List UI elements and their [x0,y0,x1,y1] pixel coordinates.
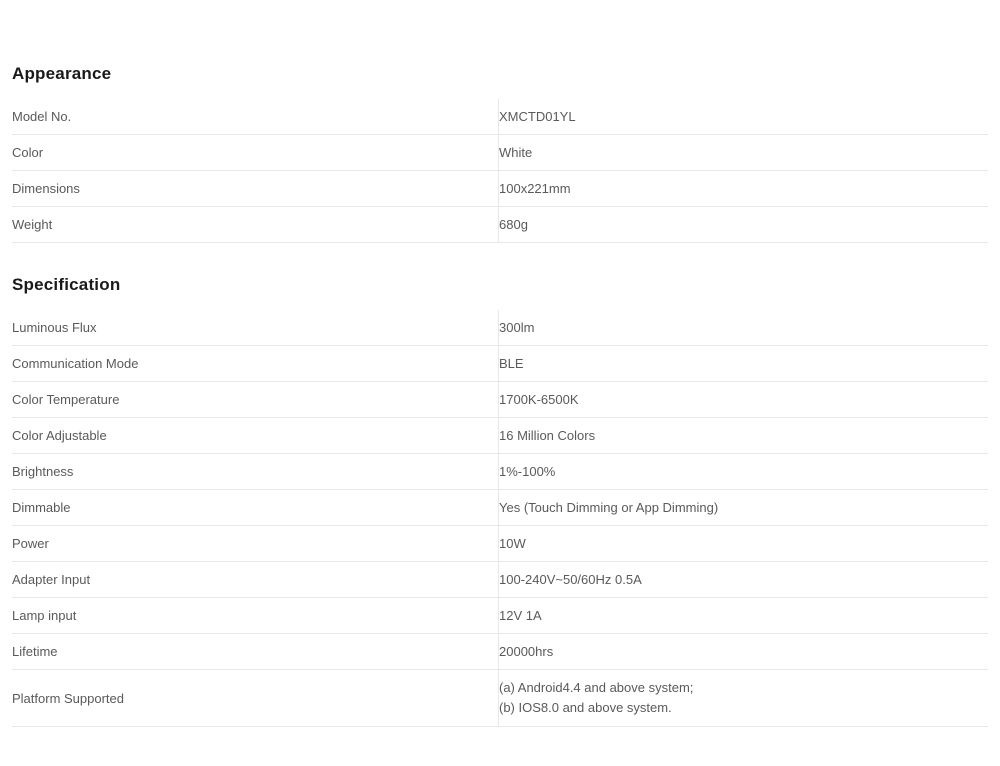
table-row [12,99,988,135]
row-value: XMCTD01YL [499,99,989,135]
row-value [499,670,989,727]
table-row [12,562,988,598]
row-value: 12V 1A [499,598,989,634]
table-row [12,526,988,562]
row-value: 10W [499,526,989,562]
table-row [12,310,988,346]
row-label: Adapter Input [12,562,499,598]
row-label: Weight [12,207,499,243]
row-label: Communication Mode [12,346,499,382]
row-value: 300lm [499,310,989,346]
row-label: Power [12,526,499,562]
row-label: Color Adjustable [12,418,499,454]
table-row [12,346,988,382]
row-value: 680g [499,207,989,243]
platform-line-1: (a) Android4.4 and above system; [499,680,694,695]
row-label: Dimensions [12,171,499,207]
row-value: BLE [499,346,989,382]
table-row [12,418,988,454]
table-row [12,598,988,634]
appearance-section-title: Appearance [12,64,112,83]
table-row [12,634,988,670]
row-label: Model No. [12,99,499,135]
row-label: Dimmable [12,490,499,526]
table-row [12,454,988,490]
table-row [12,382,988,418]
row-value: Yes (Touch Dimming or App Dimming) [499,490,989,526]
row-value: White [499,135,989,171]
specification-table [12,310,988,727]
row-value: 1700K-6500K [499,382,989,418]
row-value: 100-240V~50/60Hz 0.5A [499,562,989,598]
row-label: Color [12,135,499,171]
row-label: Lamp input [12,598,499,634]
row-label: Luminous Flux [12,310,499,346]
table-row [12,670,988,727]
table-row [12,171,988,207]
row-label: Brightness [12,454,499,490]
platform-line-2: (b) IOS8.0 and above system. [499,700,672,715]
row-value: 20000hrs [499,634,989,670]
appearance-section [12,0,988,243]
row-value: 100x221mm [499,171,989,207]
table-row [12,490,988,526]
specification-section [12,243,988,727]
table-row [12,207,988,243]
row-label: Color Temperature [12,382,499,418]
row-value: 1%-100% [499,454,989,490]
table-row [12,135,988,171]
row-label: Platform Supported [12,670,499,727]
row-label: Lifetime [12,634,499,670]
platform-value [499,678,988,718]
row-value: 16 Million Colors [499,418,989,454]
specification-section-title: Specification [12,275,121,294]
appearance-table [12,99,988,243]
